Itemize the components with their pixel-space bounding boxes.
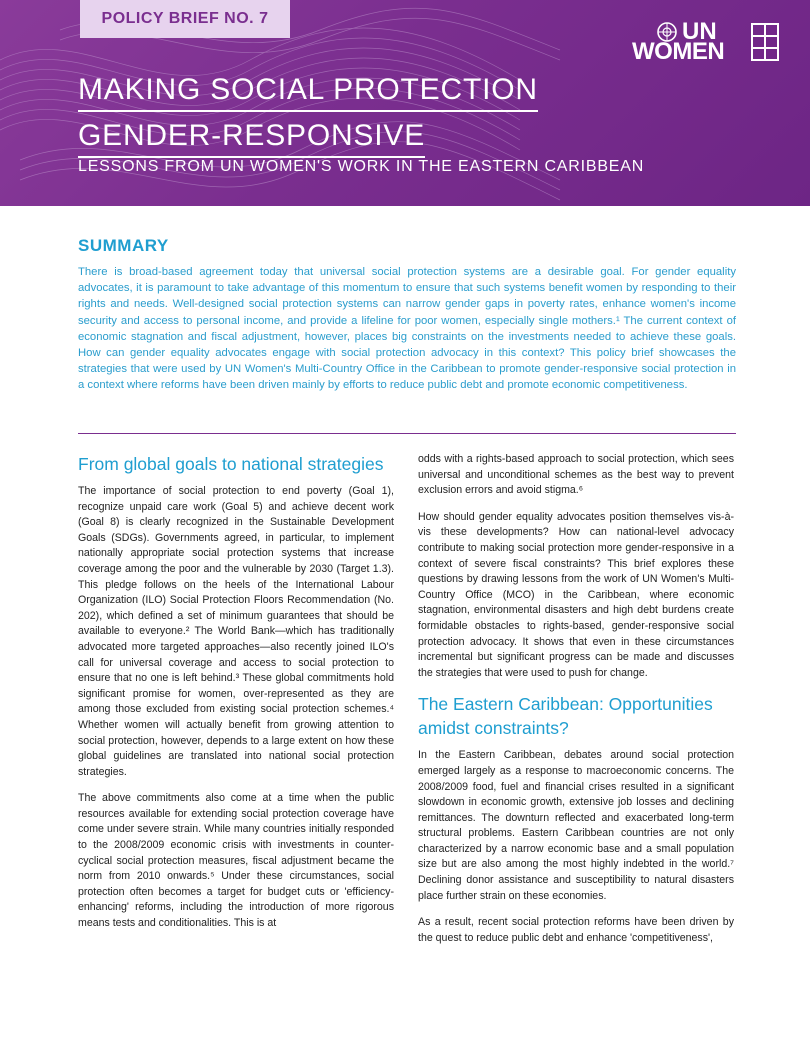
title-line-2: GENDER-RESPONSIVE [78,116,425,158]
paragraph: As a result, recent social protection reforms have been driven by the quest to reduce public debt and enhance 'competitiveness', [418,916,734,944]
policy-brief-tag: POLICY BRIEF NO. 7 [80,0,290,38]
page-subtitle: LESSONS FROM UN WOMEN'S WORK IN THE EASTERN CARIBBEAN [78,158,645,175]
paragraph: The importance of social protection to end poverty (Goal 1), recognize unpaid care work (Goal 5) and achieve decent work (Goal 8) is clearly recognized in the Sustainable Development Goals (SDGs). Governments agreed, in particular, to implement nationally appropriate social protection systems that increase coverage among the poor and the vulnerable by 2030 (Target 1.3). This pledge follows on the heels of the International Labour Organization (ILO) Social Protection Floors Recommendation (No. 202), which defined a set of minimum guarantees that should be available to everyone.² The World Bank—which has traditionally advocated more targeted approaches—also recently joined ILO's call for universal coverage and access to social protection to ensure that no one is left behind.³ These global commitments hold significant promise for women, over-represented as they are among those excluded from existing social protection schemes.⁴ Whether women will actually benefit from growing attention to social protection, however, depends to a large extent on how these global guidelines are translated into national social protection strategies. [78,485,394,778]
section-heading-eastern-caribbean: The Eastern Caribbean: Opportunities amidst constraints? [418,694,713,739]
page-title [78,70,538,162]
women-emblem-icon [750,22,780,62]
paragraph: How should gender equality advocates position themselves vis-à-vis these developments? How can national-level advocacy contribute to making social protection more gender-responsive in a context of severe fiscal constraints? This brief explores these questions by drawing lessons from the work of UN Women's Multi-Country Office (MCO) in the Caribbean, where economic stagnation, environmental disasters and high debt burdens create formidable obstacles to rights-based, gender-responsive social protection advocacy. It shows that even in these circumstances incremental but significant progress can be made and discusses the strategies that were used to push for change. [418,510,734,679]
summary-heading: SUMMARY [78,236,169,255]
paragraph: In the Eastern Caribbean, debates around social protection emerged largely as a response to macroeconomic concerns. The 2008/2009 food, fuel and financial crises resulted in a significant slowdown in economic growth, extensive job losses and declining remittances. The downturn reflected and exacerbated long-term structural problems. Eastern Caribbean countries are not only characterized by a narrow economic base and a small population size but are also among the most highly indebted in the world.⁷ Declining donor assistance and susceptibility to natural disasters place further strain on these economies. [418,749,734,902]
section-heading-global-goals: From global goals to national strategies [78,454,384,474]
logo-un-text: UN [682,18,717,45]
left-column [78,452,394,943]
section-divider [78,433,736,434]
logo-women-text: WOMEN [632,38,725,65]
paragraph: The above commitments also come at a time when the public resources available for extending social protection coverage have come under severe strain. While many countries initially responded to the 2008/2009 economic crisis with investments in counter-cyclical social protection measures, fiscal adjustment became the norm from 2010 onwards.⁵ Under these circumstances, social protection often becomes a target for budget cuts or 'efficiency-enhancing' reforms, including the introduction of more rigorous means tests and conditionalities. This is at [78,792,394,930]
header-banner [0,0,810,206]
title-line-1: MAKING SOCIAL PROTECTION [78,70,538,112]
paragraph: odds with a rights-based approach to social protection, which sees universal and unconditional schemes as the best way to prevent exclusion errors and avoid stigma.⁶ [418,453,734,497]
un-women-logo [632,20,782,64]
right-column [418,452,734,957]
summary-text: There is broad-based agreement today that universal social protection systems are a desirable goal. For gender equality advocates, it is paramount to take advantage of this momentum to ensure that such systems benefit women by responding to their rights and needs. Well-designed social protection systems can narrow gender gaps in poverty rates, enhance women's income security and access to personal income, and provide a lifeline for poor women, especially single mothers.¹ The current context of economic stagnation and fiscal adjustment, however, places big constraints on the investments needed to achieve these goals. How can gender equality advocates engage with social protection advocacy in this context? This policy brief showcases the strategies that were used by UN Women's Multi-Country Office in the Caribbean to promote gender-responsive social protection in a context where reforms have been driven mainly by efforts to reduce public debt and promote economic competitiveness. [78,266,736,392]
